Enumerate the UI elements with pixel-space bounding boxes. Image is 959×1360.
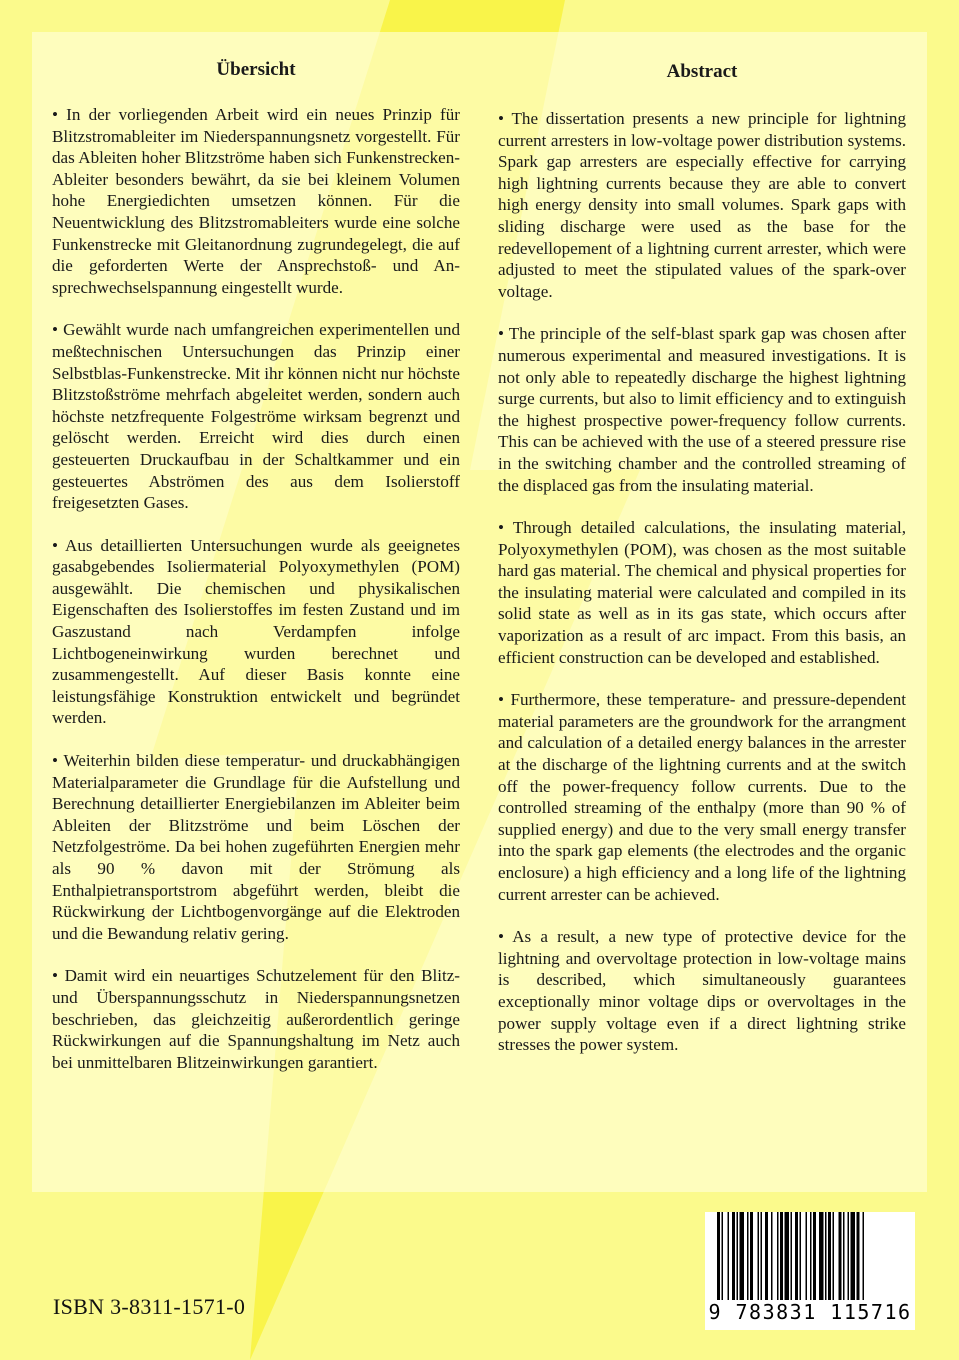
german-title: Übersicht — [216, 59, 296, 80]
english-paragraph: • As a result, a new type of protective device for the lightning and overvoltage protection in low-voltage mains is described, which simultaneously guarantees exceptionally minor voltage dips or overvoltages in the power supply voltage even if a direct lightning strike stresses the power system. — [498, 927, 906, 1055]
barcode — [705, 1212, 915, 1330]
isbn-label: ISBN 3-8311-1571-0 — [53, 1294, 246, 1319]
barcode-bars-icon — [717, 1212, 903, 1300]
german-paragraph: • Damit wird ein neuartiges Schutzelement für den Blitz- und Überspannungsschutz in Niederspannungsnetzen beschrieben, das gleichzeitig außerordentlich geringe Rückwirkungen auf die Spannungshaltung im Netz auch bei unmittelbaren Blitzeinwirkungen garantiert. — [52, 966, 460, 1072]
english-paragraph: • The principle of the self-blast spark gap was chosen after numerous experimental and measured investigations. It is not only able to repeatedly discharge the highest lightning surge currents, but also to limit efficiency and to extinguish the highest prospective power-frequency follow currents. This can be achieved with the use of a steered pressure rise in the switching chamber and the controlled streaming of the displaced gas from the insulating material. — [498, 324, 906, 495]
text-panel — [32, 32, 927, 1192]
english-paragraph: • The dissertation presents a new principle for lightning current arresters in low-voltage power distribution systems. Spark gap arresters are especially effective for carrying high lightning currents because they are able to convert high energy density into small volumes. Spark gaps with sliding discharge were used as the base for the redevellopement of a lightning current arrester, which were adjusted to meet the stipulated values of the spark-over voltage. — [498, 109, 906, 301]
german-paragraph: • Aus detaillierten Untersuchungen wurde als geeignetes gasabgebendes Isoliermaterial Polyoxymethylen (POM) ausgewählt. Die chemischen und physikalischen Eigenschaften des Isolierstoffes im festen Zustand und im Gaszustand nach Verdampfen infolge Lichtbogeneinwirkung wurden berechnet und zusammengestellt. Auf dieser Basis konnte eine leistungsfähige Konstruktion entwickelt und begründet werden. — [52, 535, 460, 728]
barcode-digits: 9 783831 115716 — [708, 1300, 912, 1324]
german-column — [52, 32, 460, 1094]
german-paragraph: • Gewählt wurde nach umfangreichen experimentellen und meßtechnischen Untersuchungen das Prinzip einer Selbstblas-Funkenstrecke. Mit ihr können nicht nur höchste Blitzstoßströme mehrfach abgeleitet werden, sondern auch höchste netzfrequente Folgeströme wirksam begrenzt und gelöscht werden. Erreicht wird dies durch einen gesteuerten Druckaufbau in der Schaltkammer und ein gesteuertes Abströmen des aus dem Isolierstoff freigesetzten Gases. — [52, 320, 460, 513]
english-paragraph: • Furthermore, these temperature- and pressure-dependent material parameters are the groundwork for the arrangment and calculation of a detailed energy balances in the arrester at the discharge of the lightning currents and at the switch off the power-frequency follow currents. Due to the controlled streaming of the enthalpy (more than 90 % of supplied energy) and due to the very small energy transfer into the spark gap elements (the electrodes and the organic enclosure) a high efficiency and a long life of the lightning current arrester can be achieved. — [498, 690, 906, 904]
german-paragraph: • In der vorliegenden Arbeit wird ein neues Prinzip für Blitzstromableiter im Niederspannungsnetz vorgestellt. Für das Ableiten hoher Blitzströme haben sich Funkenstrecken-Ableiter besonders bewährt, da sie bei kleinem Volumen hohe Energiedichten umsetzen können. Für die Neuentwicklung des Blitzstromableiters wurde eine solche Funkenstrecke mit Gleitanordnung zugrundegelegt, die auf die geforderten Werte der Ansprechstoß- und Ansprechwechselspannung eingestellt wurde. — [52, 105, 460, 297]
english-column — [498, 32, 906, 1077]
german-paragraph: • Weiterhin bilden diese temperatur- und druckabhängigen Materialparameter die Grundlage für die Aufstellung und Berechnung detaillierter Energiebilanzen im Ableiter beim Ableiten der Blitzströme und beim Löschen der Netzfolgeströme. Da bei hohen zugeführten Energien mehr als 90 % davon mit der Strömung als Enthalpietransportstrom abgeführt werden, bleibt die Rückwirkung der Lichtbogenvorgänge auf die Elektroden und die Bewandung relativ gering. — [52, 751, 460, 943]
english-title: Abstract — [666, 61, 738, 82]
english-paragraph: • Through detailed calculations, the insulating material, Polyoxymethylen (POM), was chosen as the most suitable hard gas material. The chemical and physical properties for the insulating material were calculated and compiled in its solid state as well as in its gas state, which occurs after vaporization as a result of arc impact. From this basis, an efficient construction can be developed and established. — [498, 518, 906, 667]
